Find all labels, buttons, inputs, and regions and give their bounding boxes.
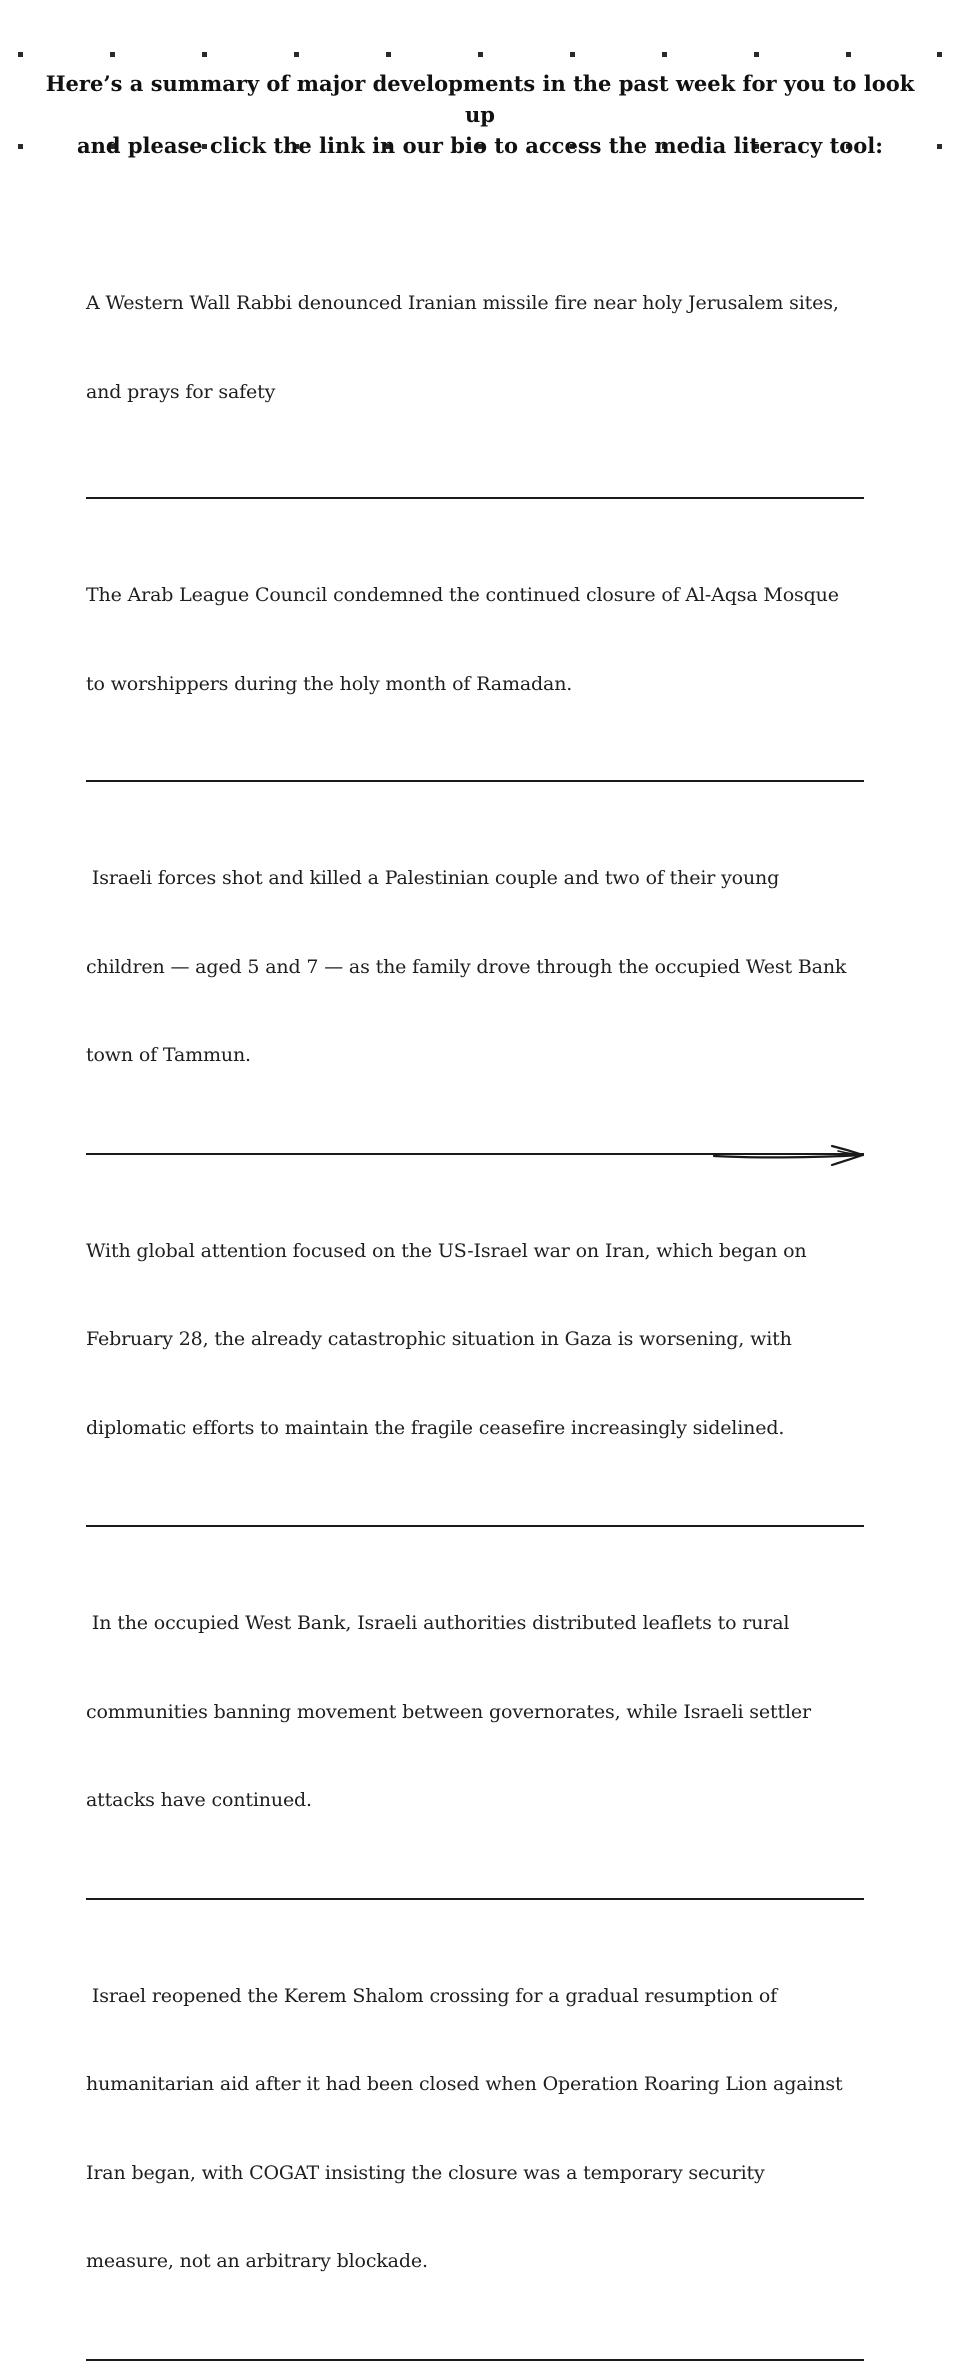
text-line: The Arab League Council condemned the continued closure of Al-Aqsa Mosque (86, 584, 839, 606)
text-line: and prays for safety (86, 380, 276, 403)
news-item-text (86, 522, 864, 758)
header-line-1: Here’s a summary of major developments in the past week for you to look up (45, 71, 915, 127)
divider (86, 2359, 864, 2361)
divider (86, 1898, 864, 1900)
news-item (86, 1923, 864, 2361)
text-line: humanitarian aid after it had been closed when Operation Roaring Lion against (86, 2073, 843, 2095)
arrow-right-icon[interactable] (712, 1140, 868, 1170)
text-line: With global attention focused on the US-Israel war on Iran, which began on (86, 1239, 807, 1262)
text-line: Israeli forces shot and killed a Palestinian couple and two of their young (86, 867, 780, 889)
news-item (86, 1178, 864, 1528)
text-line: to worshippers during the holy month of Ramadan. (86, 672, 573, 695)
news-item (86, 522, 864, 782)
news-item (86, 230, 864, 499)
text-line: town of Tammun. (86, 1044, 251, 1066)
news-item-text (86, 1550, 864, 1875)
text-line: children — aged 5 and 7 — as the family drove through the occupied West Bank (86, 955, 847, 978)
text-line: In the occupied West Bank, Israeli authorities distributed leaflets to rural (86, 1612, 790, 1634)
divider (86, 1525, 864, 1527)
text-line: attacks have continued. (86, 1789, 312, 1811)
news-list (86, 230, 864, 2361)
header-line-2: and please click the link in our bio to access the media literacy tool: (76, 133, 884, 158)
text-line: Iran began, with COGAT insisting the closure was a temporary security (86, 2161, 765, 2184)
divider (86, 780, 864, 782)
news-item-text (86, 230, 864, 466)
text-line: communities banning movement between governorates, while Israeli settler (86, 1700, 811, 1723)
divider (86, 497, 864, 499)
news-item-text (86, 805, 864, 1130)
news-item (86, 805, 864, 1155)
decorative-dot-row-top (0, 52, 960, 60)
text-line: measure, not an arbitrary blockade. (86, 2250, 428, 2272)
news-item-text (86, 1178, 864, 1503)
text-line: diplomatic efforts to maintain the fragile ceasefire increasingly sidelined. (86, 1416, 785, 1439)
text-line: A Western Wall Rabbi denounced Iranian missile fire near holy Jerusalem sites, (86, 292, 839, 314)
page-header (40, 68, 920, 161)
text-line: Israel reopened the Kerem Shalom crossing for a gradual resumption of (86, 1984, 777, 2007)
news-item (86, 1550, 864, 1900)
news-item-text (86, 1923, 864, 2336)
text-line: February 28, the already catastrophic situation in Gaza is worsening, with (86, 1328, 792, 1350)
